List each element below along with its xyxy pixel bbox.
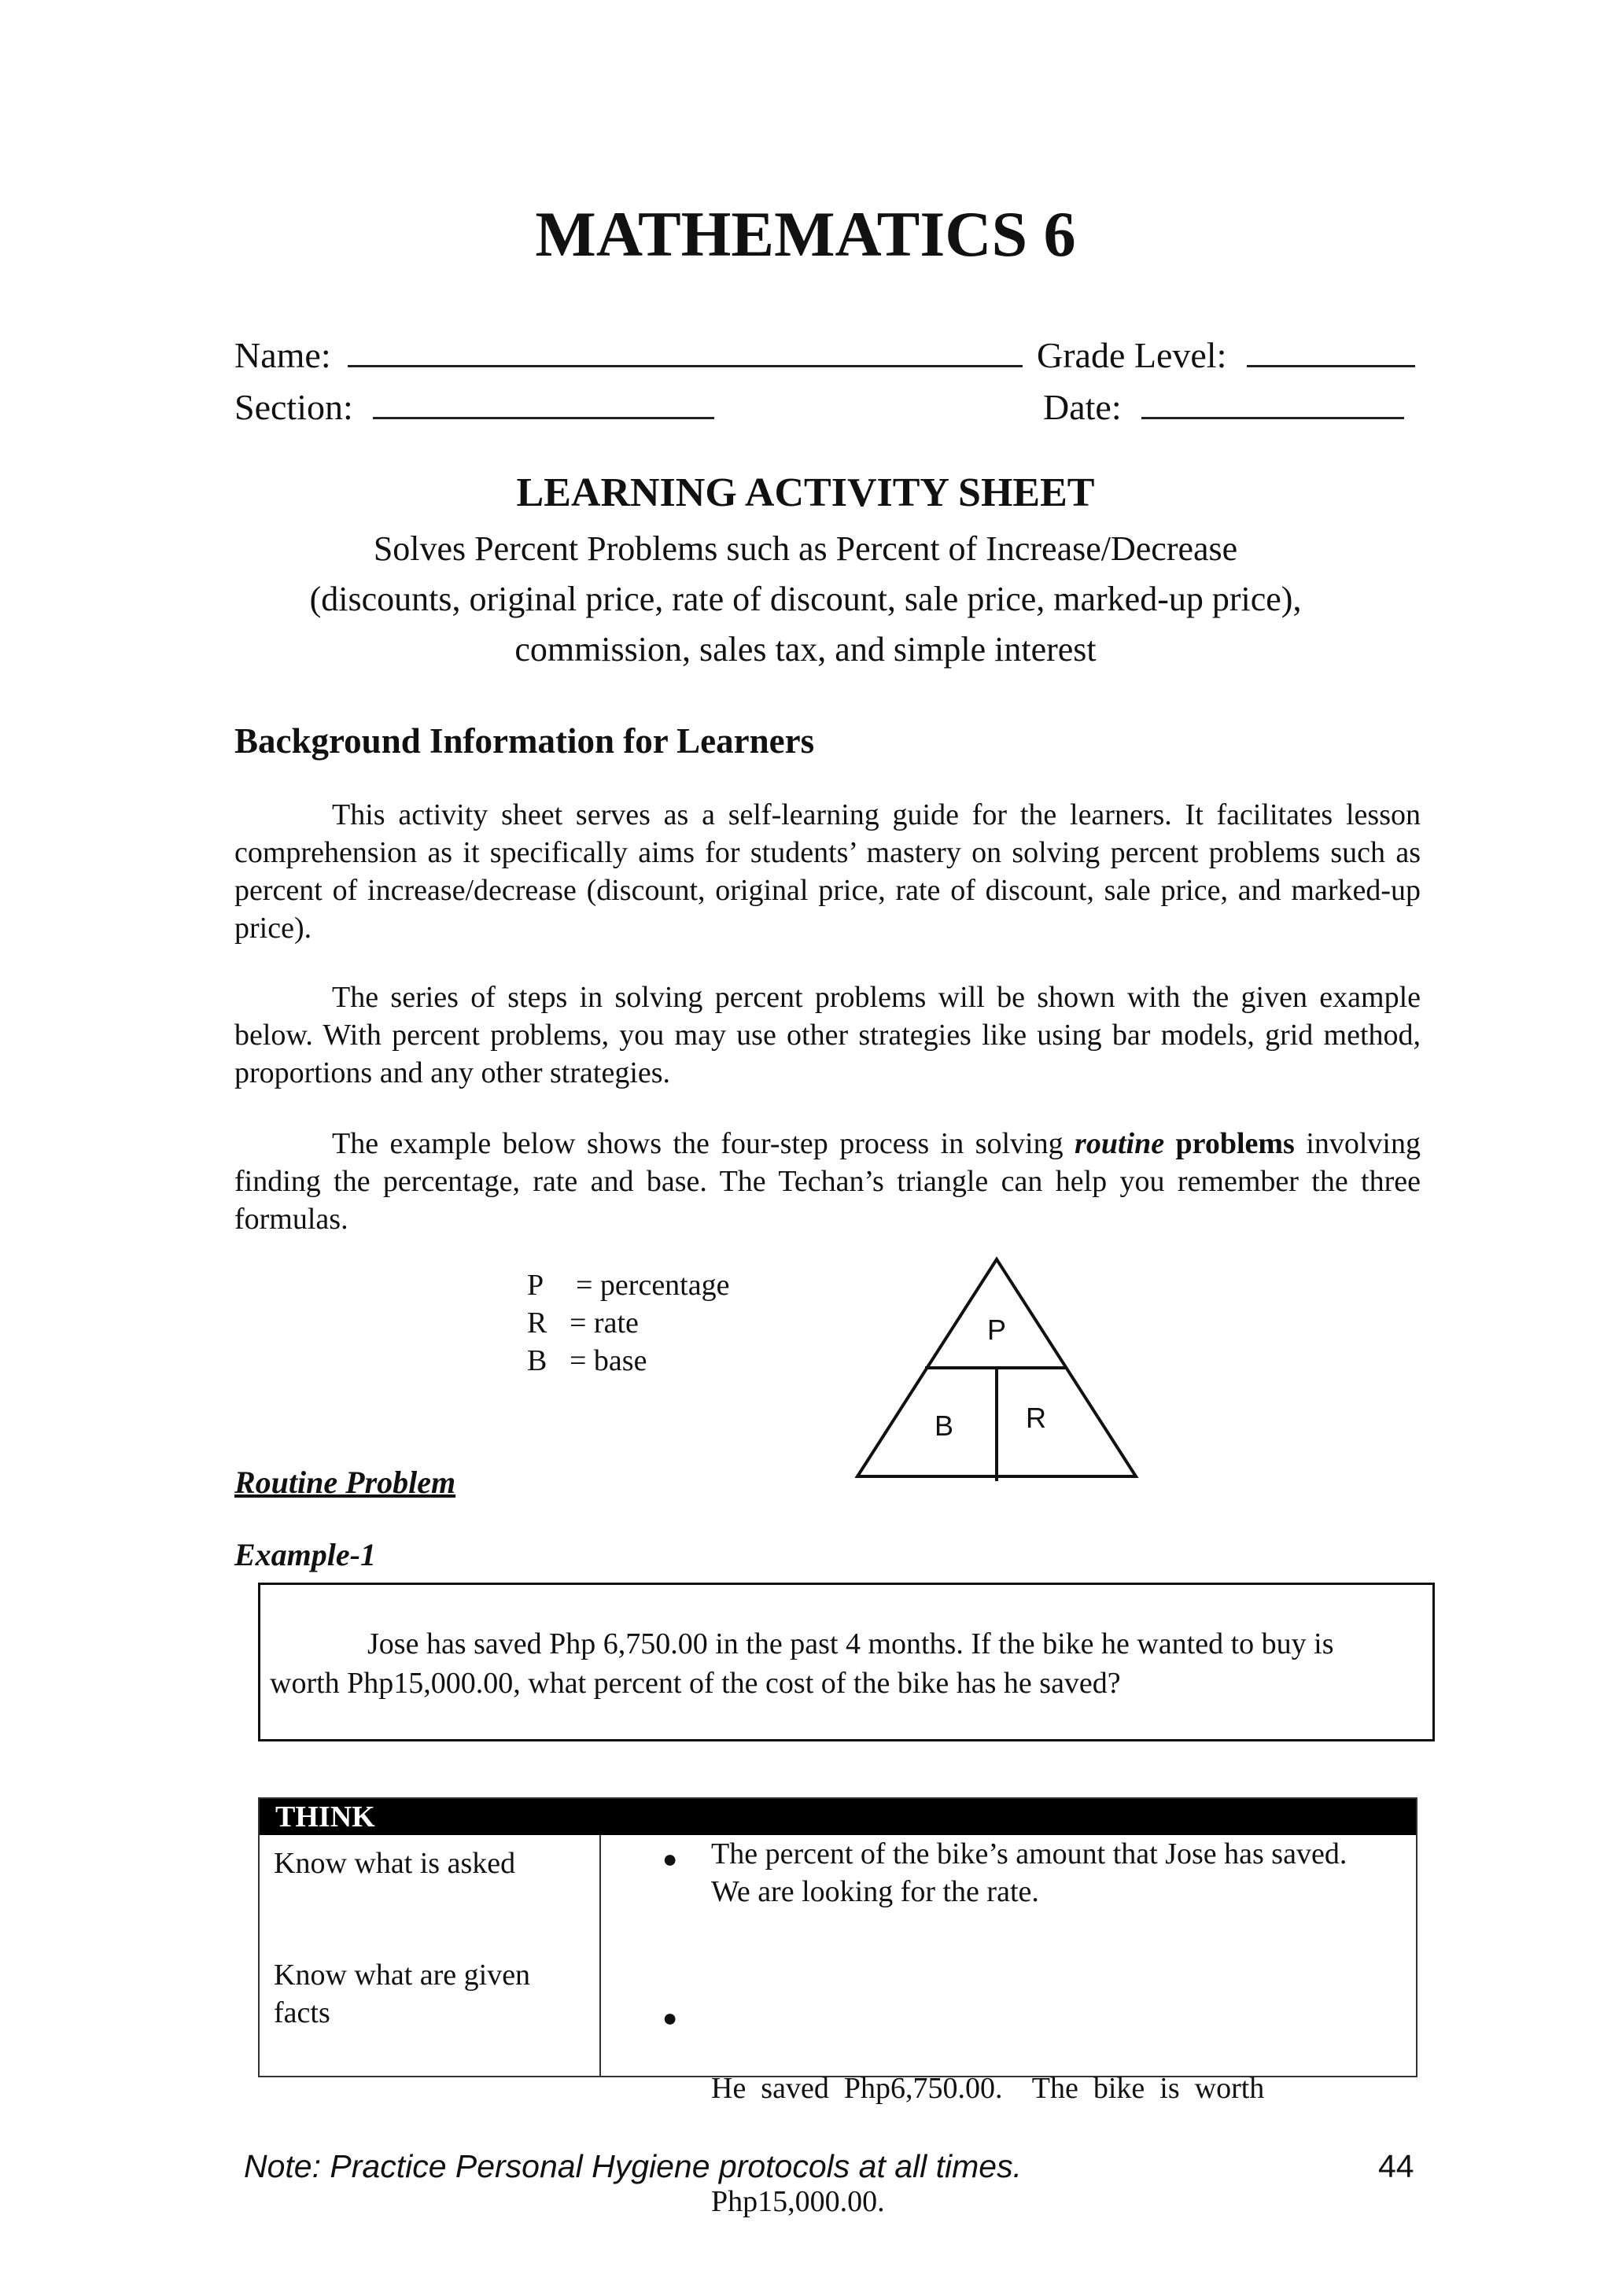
legend-meaning: = percentage bbox=[576, 1269, 730, 1302]
legend-row-rate bbox=[527, 1304, 729, 1342]
name-field-row bbox=[234, 334, 1023, 378]
paragraph-3-text-end: involving finding the percentage, rate and base. The Techan’s triangle can help you remember the three formulas. bbox=[234, 1127, 1421, 1236]
example-text-line: worth Php15,000.00, what percent of the cost of the bike has he saved? bbox=[270, 1667, 1121, 1700]
row-label-given bbox=[274, 1956, 530, 2032]
example-heading: Example-1 bbox=[234, 1537, 376, 1572]
grade-field-row bbox=[1037, 334, 1415, 378]
sheet-subtitle-line: commission, sales tax, and simple interest bbox=[514, 630, 1097, 669]
legend-row-percentage bbox=[527, 1266, 729, 1304]
legend-symbol: B bbox=[527, 1344, 547, 1377]
routine-emphasis: routine bbox=[1075, 1127, 1165, 1160]
section-blank[interactable] bbox=[373, 385, 714, 419]
routine-problem-heading: Routine Problem bbox=[234, 1465, 456, 1500]
date-label: Date: bbox=[1043, 387, 1122, 427]
grade-level-label: Grade Level: bbox=[1037, 335, 1227, 375]
problems-emphasis: problems bbox=[1164, 1127, 1295, 1160]
given-label-line-2: facts bbox=[274, 1996, 330, 2029]
name-label: Name: bbox=[234, 335, 331, 375]
date-field-row bbox=[1043, 385, 1404, 429]
bullet-icon: ● bbox=[662, 2003, 678, 2032]
techan-triangle-diagram bbox=[850, 1255, 1141, 1491]
name-blank[interactable] bbox=[348, 334, 1023, 367]
legend-symbol: P bbox=[527, 1269, 544, 1302]
footer-note: Note: Practice Personal Hygiene protocols at all times. bbox=[244, 2148, 1023, 2184]
sheet-title: LEARNING ACTIVITY SHEET bbox=[516, 470, 1095, 515]
sheet-subtitle bbox=[197, 524, 1414, 675]
paragraph-3-text: The example below shows the four-step process in solving bbox=[332, 1127, 1075, 1160]
background-paragraph-3 bbox=[234, 1125, 1421, 1238]
formula-legend bbox=[527, 1266, 729, 1380]
background-paragraph-1: This activity sheet serves as a self-learning guide for the learners. It facilitates lesson comprehension as it specifically aims for students’ mastery on solving percent problems such as percent of increase/decrease (discount, original price, rate of discount, sale price, and marked-up price). bbox=[234, 798, 1421, 945]
given-line-2: Php15,000.00. bbox=[711, 2185, 885, 2218]
given-label-line-1: Know what are given bbox=[274, 1959, 531, 1992]
page-title: MATHEMATICS 6 bbox=[535, 198, 1076, 270]
background-paragraph-2: The series of steps in solving percent problems will be shown with the given example below. With percent problems, you may use other strategies like using bar models, grid method, proportions and any other strategies. bbox=[234, 981, 1421, 1089]
section-field-row bbox=[234, 385, 714, 429]
asked-line-2: We are looking for the rate. bbox=[711, 1875, 1039, 1908]
row-content-asked bbox=[711, 1835, 1347, 1911]
legend-row-base bbox=[527, 1342, 729, 1380]
row-content-given bbox=[711, 1994, 1403, 2296]
legend-meaning: = rate bbox=[570, 1306, 639, 1340]
date-blank[interactable] bbox=[1141, 385, 1404, 419]
section-label: Section: bbox=[234, 387, 353, 427]
think-header: THINK bbox=[260, 1799, 1416, 1835]
asked-line-1: The percent of the bike’s amount that Jose has saved. bbox=[711, 1837, 1347, 1870]
sheet-subtitle-line: Solves Percent Problems such as Percent of Increase/Decrease bbox=[373, 529, 1238, 568]
triangle-label-r: R bbox=[1026, 1402, 1046, 1434]
example-problem-box bbox=[258, 1583, 1435, 1741]
page-number: 44 bbox=[1378, 2148, 1414, 2184]
triangle-label-p: P bbox=[986, 1314, 1007, 1346]
column-divider bbox=[599, 1835, 601, 2076]
bullet-icon: ● bbox=[662, 1845, 678, 1873]
example-text-line: Jose has saved Php 6,750.00 in the past 4 months. If the bike he wanted to buy is bbox=[367, 1627, 1334, 1660]
background-heading: Background Information for Learners bbox=[234, 721, 815, 761]
given-line-1: He saved Php6,750.00. The bike is worth bbox=[711, 2072, 1265, 2105]
legend-symbol: R bbox=[527, 1306, 547, 1340]
triangle-label-b: B bbox=[934, 1410, 954, 1442]
sheet-subtitle-line: (discounts, original price, rate of discount, sale price, marked-up price), bbox=[309, 580, 1302, 618]
legend-meaning: = base bbox=[570, 1344, 647, 1377]
row-label-asked: Know what is asked bbox=[274, 1847, 516, 1880]
grade-level-blank[interactable] bbox=[1247, 334, 1415, 367]
